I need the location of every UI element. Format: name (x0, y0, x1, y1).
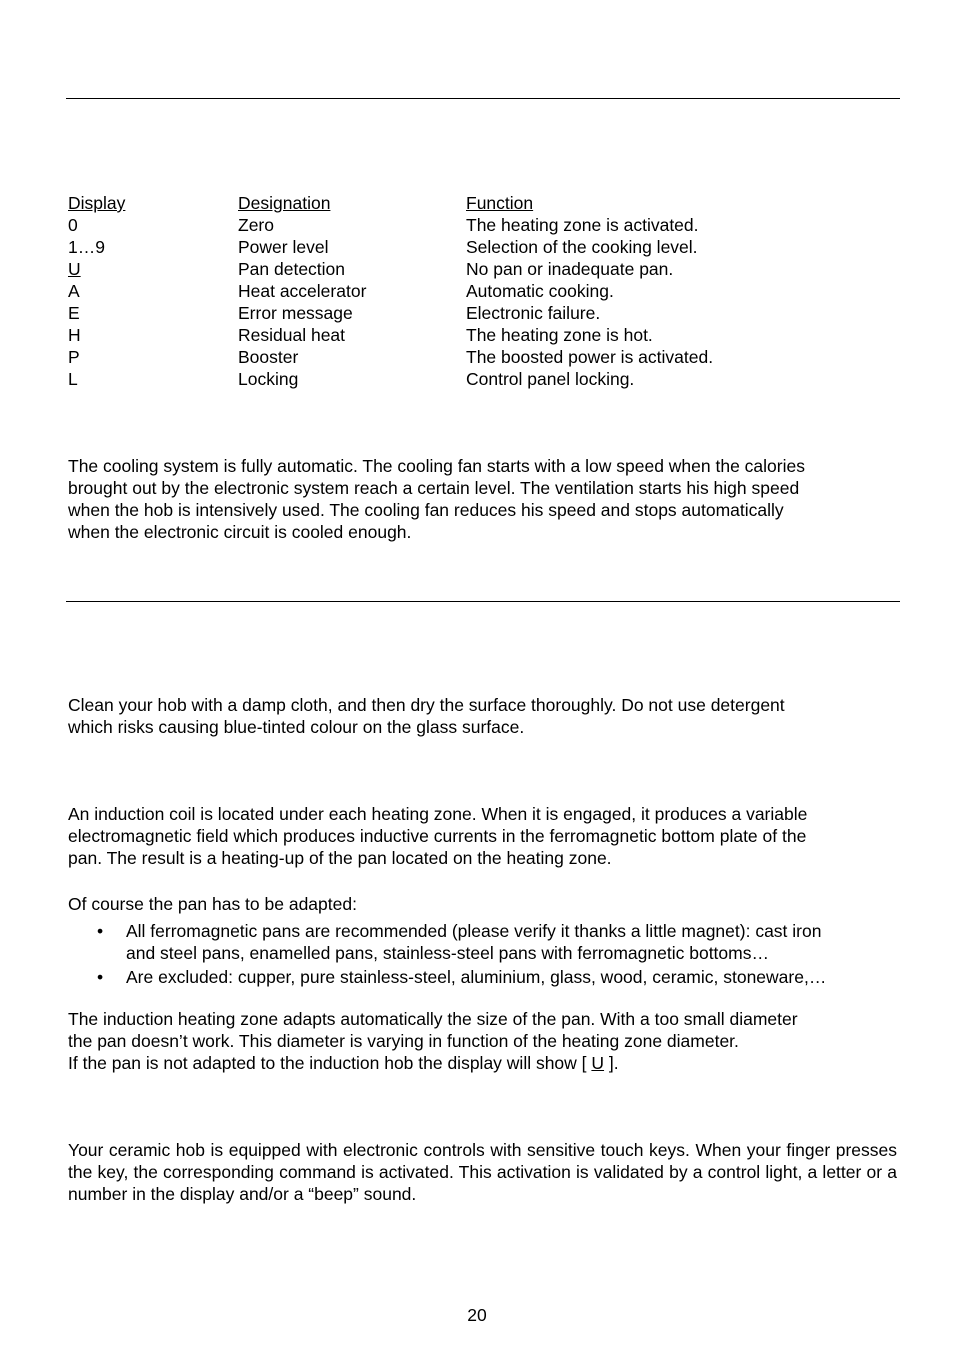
row-designation: Heat accelerator (238, 281, 367, 301)
row-display: L (68, 369, 78, 389)
row-display: 1…9 (68, 237, 105, 257)
text-line: the pan doesn’t work. This diameter is varying in function of the heating zone diameter. (68, 1031, 739, 1051)
display-table (68, 192, 900, 390)
table-row (68, 258, 900, 280)
header-display: Display (68, 193, 126, 213)
middle-divider (66, 601, 900, 602)
top-divider (66, 98, 900, 99)
row-designation: Residual heat (238, 325, 346, 345)
induction-paragraph (68, 803, 900, 869)
row-function: The boosted power is activated. (466, 347, 714, 367)
text-line: brought out by the electronic system reach a certain level. The ventilation starts his high speed (68, 478, 800, 498)
list-item (68, 920, 900, 964)
bullet-icon: • (97, 921, 104, 941)
row-display: 0 (68, 215, 78, 235)
row-designation: Booster (238, 347, 299, 367)
text-line: The cooling system is fully automatic. The cooling fan starts with a low speed when the calories (68, 456, 805, 476)
table-row (68, 302, 900, 324)
row-designation: Zero (238, 215, 274, 235)
row-function: Selection of the cooking level. (466, 237, 698, 257)
text-line: electromagnetic field which produces inductive currents in the ferromagnetic bottom plate of the (68, 826, 807, 846)
text-fragment: ]. (604, 1053, 619, 1073)
row-function: Electronic failure. (466, 303, 601, 323)
table-header-row (68, 192, 900, 214)
text-line: An induction coil is located under each heating zone. When it is engaged, it produces a variable (68, 804, 808, 824)
cooling-paragraph (68, 455, 900, 543)
header-function: Function (466, 193, 534, 213)
header-designation: Designation (238, 193, 331, 213)
text-line: Clean your hob with a damp cloth, and then dry the surface thoroughly. Do not use detergent (68, 695, 785, 715)
pan-intro: Of course the pan has to be adapted: (68, 894, 357, 914)
table-row (68, 346, 900, 368)
table-row (68, 236, 900, 258)
row-designation: Error message (238, 303, 353, 323)
text-line: and steel pans, enamelled pans, stainless-steel pans with ferromagnetic bottoms… (126, 943, 769, 963)
text-line: when the hob is intensively used. The cooling fan reduces his speed and stops automatically (68, 500, 784, 520)
display-code: U (591, 1053, 605, 1073)
row-function: Automatic cooking. (466, 281, 614, 301)
table-row (68, 324, 900, 346)
row-display: E (68, 303, 80, 323)
table-row (68, 368, 900, 390)
cleaning-paragraph (68, 694, 900, 738)
row-designation: Pan detection (238, 259, 346, 279)
list-item (68, 966, 900, 988)
row-function: No pan or inadequate pan. (466, 259, 674, 279)
text-line: pan. The result is a heating-up of the pan located on the heating zone. (68, 848, 612, 868)
row-display: H (68, 325, 81, 345)
text-line: which risks causing blue-tinted colour on the glass surface. (68, 717, 525, 737)
table-row (68, 214, 900, 236)
row-display: P (68, 347, 80, 367)
text-line: All ferromagnetic pans are recommended (please verify it thanks a little magnet): cast iron (126, 921, 822, 941)
row-display: U (68, 259, 81, 279)
text-line: Are excluded: cupper, pure stainless-steel, aluminium, glass, wood, ceramic, stoneware,… (126, 967, 827, 987)
zone-paragraph (68, 1008, 900, 1074)
pan-bullet-list (68, 920, 900, 990)
text-fragment: If the pan is not adapted to the induction hob the display will show [ (68, 1053, 592, 1073)
text-line: The induction heating zone adapts automatically the size of the pan. With a too small diameter (68, 1009, 798, 1029)
bullet-icon: • (97, 967, 104, 987)
row-designation: Power level (238, 237, 329, 257)
text-line: when the electronic circuit is cooled enough. (68, 522, 412, 542)
page-number: 20 (467, 1305, 487, 1325)
row-designation: Locking (238, 369, 299, 389)
row-function: The heating zone is activated. (466, 215, 699, 235)
row-function: The heating zone is hot. (466, 325, 653, 345)
touch-paragraph: Your ceramic hob is equipped with electronic controls with sensitive touch keys. When your finger presses the key, the corresponding command is activated. This activation is validated by a control light, a letter or a number in the display and/or a “beep” sound. (68, 1140, 897, 1204)
row-display: A (68, 281, 80, 301)
row-function: Control panel locking. (466, 369, 635, 389)
table-row (68, 280, 900, 302)
text-line (68, 1052, 900, 1074)
